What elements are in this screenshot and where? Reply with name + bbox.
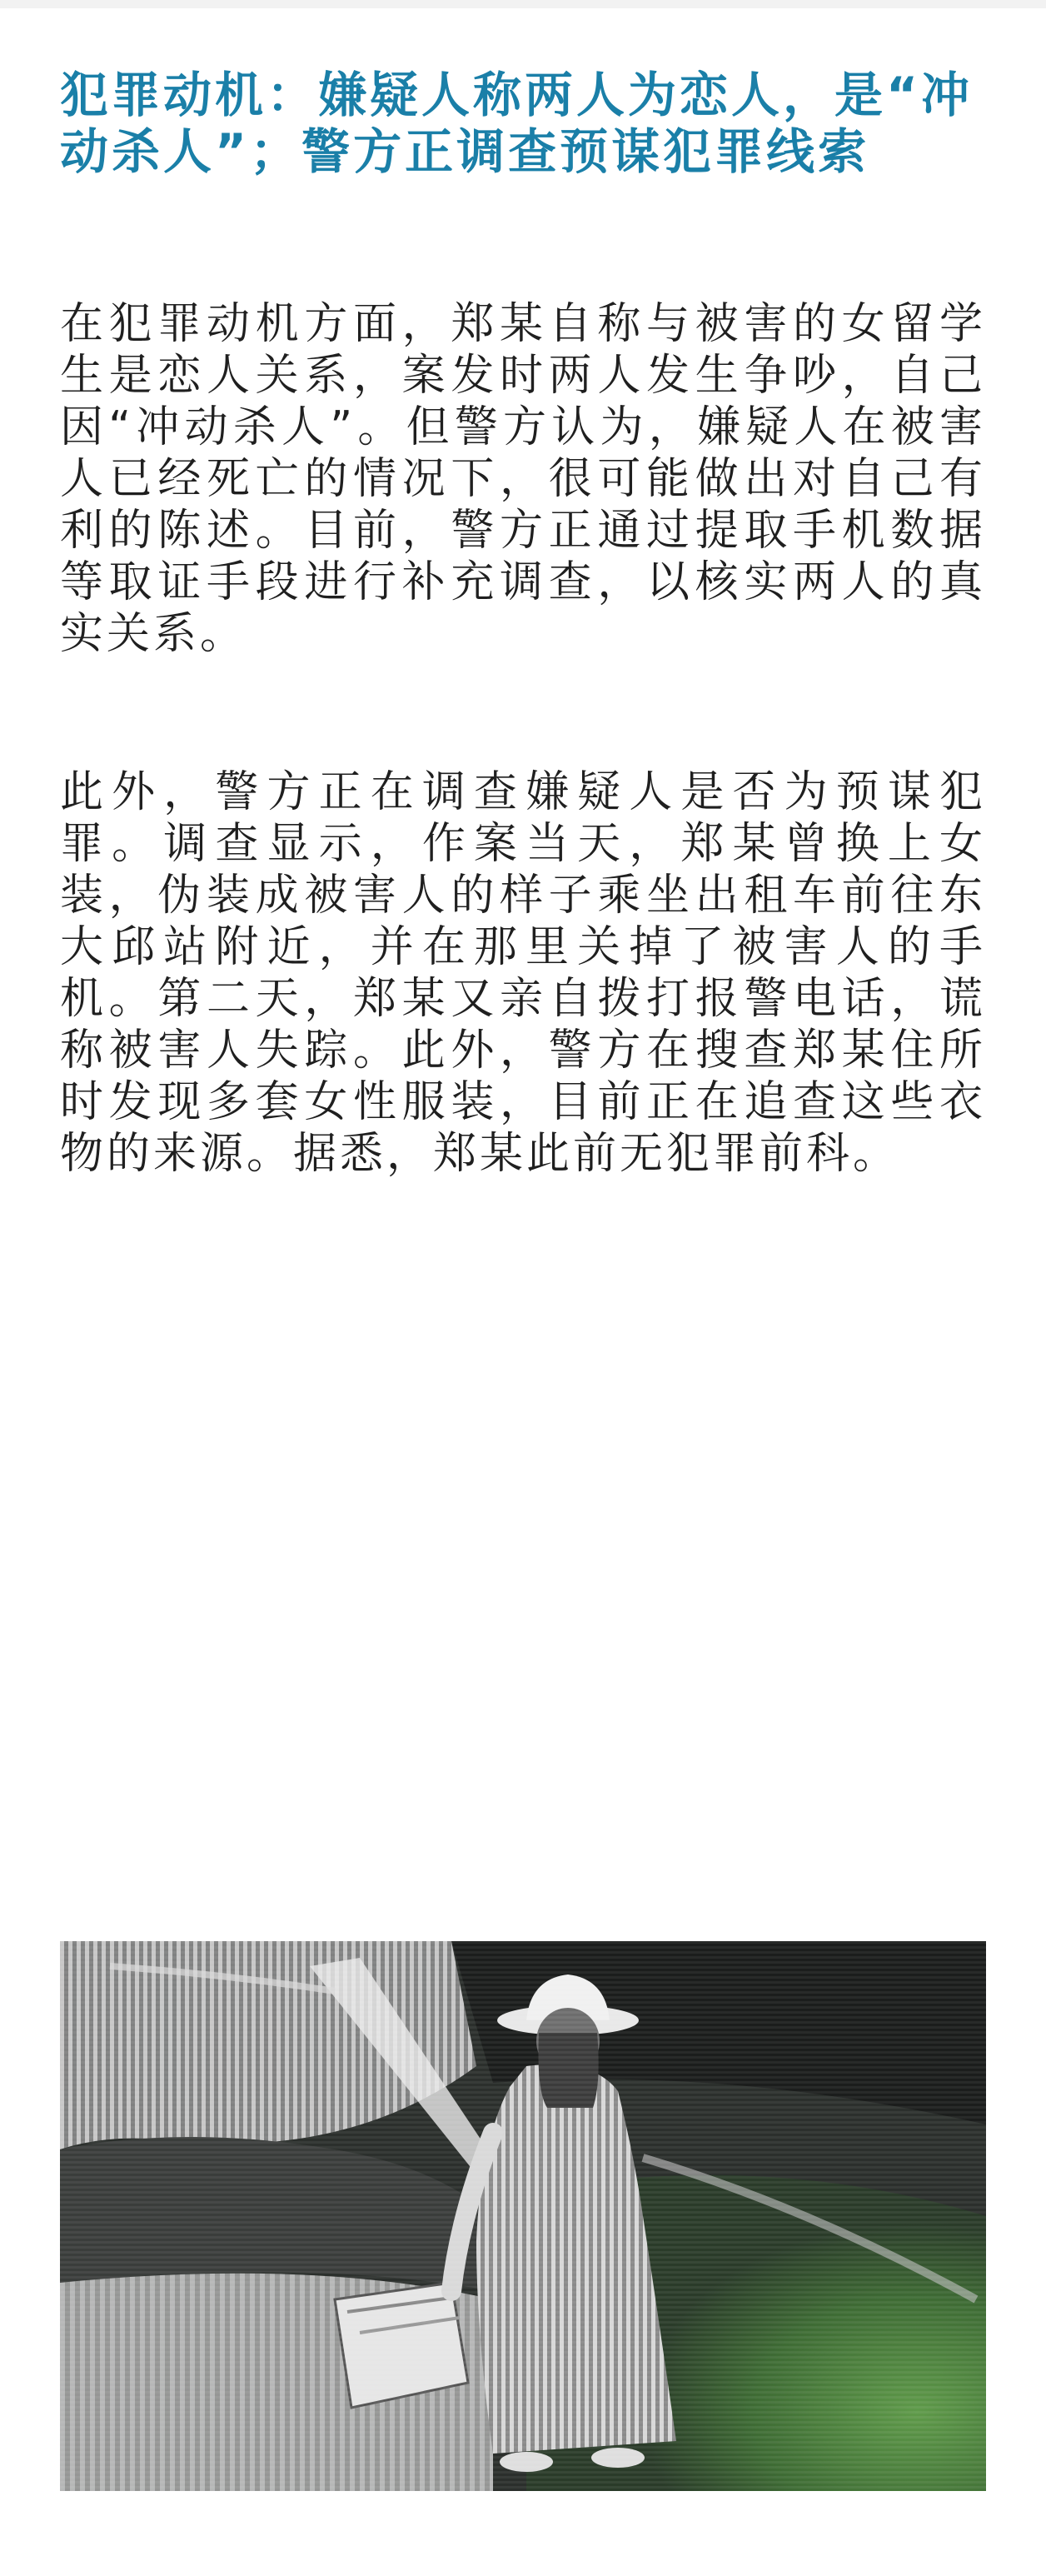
paragraph-motive: 在犯罪动机方面，郑某自称与被害的女留学生是恋人关系，案发时两人发生争吵，自己因“冲动杀人”。但警方认为，嫌疑人在被害人已经死亡的情况下，很可能做出对自己有利的陈述。目前，警方正通过提取手机数据等取证手段进行补充调查，以核实两人的真实关系。 bbox=[60, 299, 986, 659]
cctv-photo-icon bbox=[60, 1941, 986, 2491]
top-divider bbox=[0, 0, 1046, 8]
section-heading: 犯罪动机：嫌疑人称两人为恋人，是“冲动杀人”；警方正调查预谋犯罪线索 bbox=[60, 67, 974, 180]
cctv-photo bbox=[60, 1941, 986, 2491]
paragraph-premeditation: 此外，警方正在调查嫌疑人是否为预谋犯罪。调查显示，作案当天，郑某曾换上女装，伪装成被害人的样子乘坐出租车前往东大邱站附近，并在那里关掉了被害人的手机。第二天，郑某又亲自拨打报警电话，谎称被害人失踪。此外，警方在搜查郑某住所时发现多套女性服装，目前正在追查这些衣物的来源。据悉，郑某此前无犯罪前科。 bbox=[60, 767, 986, 1179]
article-body bbox=[60, 67, 986, 1180]
